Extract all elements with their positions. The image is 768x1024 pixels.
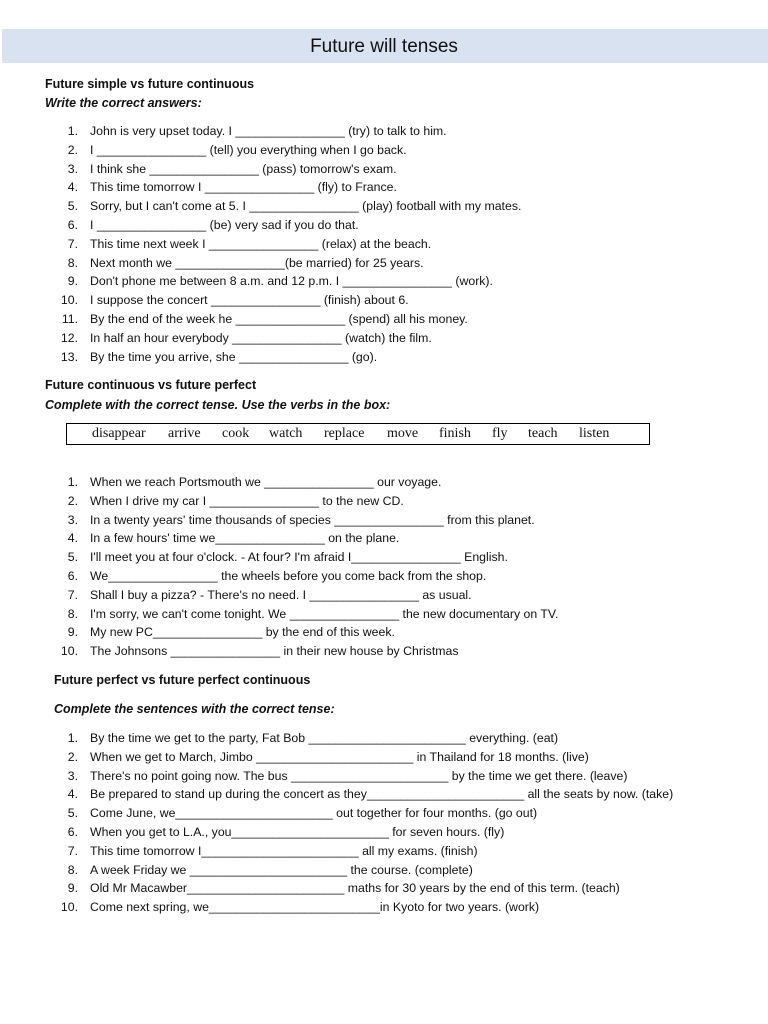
item-text: When we reach Portsmouth we ________________ our voyage. — [90, 475, 442, 489]
item-text: This time tomorrow I_______________________ all my exams. (finish) — [90, 843, 478, 858]
verb-listen: listen — [579, 426, 610, 441]
verb-cook: cook — [222, 426, 250, 441]
item-text: I'm sorry, we can't come tonight. We ________________ the new documentary on TV. — [90, 606, 559, 621]
section1-heading: Future simple vs future continuous — [45, 77, 255, 91]
item-number: 7. — [67, 587, 78, 602]
item-number: 9. — [67, 881, 78, 896]
verb-finish: finish — [439, 426, 471, 441]
item-number: 13. — [60, 349, 78, 364]
item-number: 4. — [67, 531, 78, 546]
item-text: I ________________ (be) very sad if you do that. — [90, 217, 359, 232]
item-number: 4. — [67, 787, 78, 802]
verb-move: move — [387, 426, 419, 441]
item-number: 2. — [67, 142, 78, 157]
item-number: 5. — [67, 199, 78, 214]
item-number: 1. — [67, 124, 78, 138]
item-number: 11. — [61, 311, 78, 326]
section3-instruction: Complete the sentences with the correct tense: — [54, 702, 335, 716]
item-number: 6. — [67, 568, 78, 583]
item-text: This time tomorrow I ________________ (fly) to France. — [90, 180, 397, 195]
item-number: 2. — [67, 749, 78, 764]
verb-replace: replace — [324, 426, 365, 441]
section2-heading: Future continuous vs future perfect — [45, 378, 257, 392]
item-text: Next month we ________________(be married) for 25 years. — [90, 255, 424, 270]
verb-box — [66, 423, 650, 445]
item-text: Shall I buy a pizza? - There's no need. I ________________ as usual. — [90, 587, 472, 602]
item-number: 6. — [67, 217, 78, 232]
item-number: 8. — [67, 606, 78, 621]
item-text: A week Friday we _______________________ the course. (complete) — [90, 862, 473, 877]
item-text: My new PC________________ by the end of this week. — [90, 625, 395, 640]
section2-instruction: Complete with the correct tense. Use the verbs in the box: — [45, 398, 391, 412]
item-text: There's no point going now. The bus _______________________ by the time we get there. (leave) — [90, 768, 628, 783]
item-number: 4. — [67, 180, 78, 195]
item-text: When we get to March, Jimbo _______________________ in Thailand for 18 months. (live) — [90, 749, 589, 764]
verb-teach: teach — [528, 426, 558, 441]
item-number: 8. — [67, 255, 78, 270]
item-text: By the end of the week he ________________ (spend) all his money. — [90, 311, 468, 326]
verb-watch: watch — [269, 426, 303, 441]
section3-heading: Future perfect vs future perfect continuous — [54, 673, 311, 687]
item-text: Come next spring, we_________________________in Kyoto for two years. (work) — [90, 900, 540, 915]
item-text: Don't phone me between 8 a.m. and 12 p.m. I ________________ (work). — [90, 274, 493, 289]
item-number: 5. — [67, 550, 78, 565]
item-text: This time next week I ________________ (relax) at the beach. — [90, 236, 432, 251]
item-number: 8. — [67, 862, 78, 877]
item-text: In a twenty years' time thousands of species ________________ from this planet. — [90, 512, 535, 527]
item-number: 9. — [67, 625, 78, 640]
item-number: 9. — [67, 274, 78, 289]
item-text: Old Mr Macawber_______________________ maths for 30 years by the end of this term. (teach) — [90, 881, 620, 896]
item-text: Be prepared to stand up during the concert as they_______________________ all the seats by now. (take) — [90, 787, 674, 802]
item-number: 1. — [67, 731, 78, 745]
item-number: 7. — [67, 236, 78, 251]
item-number: 10. — [60, 293, 78, 308]
item-number: 10. — [60, 644, 78, 659]
item-text: John is very upset today. I ________________ (try) to talk to him. — [90, 124, 447, 138]
page-title: Future will tenses — [310, 36, 458, 57]
item-text: The Johnsons ________________ in their new house by Christmas — [90, 644, 459, 659]
item-text: In a few hours' time we________________ on the plane. — [90, 531, 400, 546]
item-number: 6. — [67, 824, 78, 839]
item-text: When I drive my car I ________________ to the new CD. — [90, 493, 404, 508]
item-text: By the time you arrive, she ________________ (go). — [90, 349, 378, 364]
item-text: Come June, we_______________________ out together for four months. (go out) — [90, 806, 538, 821]
section1-instruction: Write the correct answers: — [45, 96, 202, 110]
verb-disappear: disappear — [92, 426, 146, 441]
item-number: 1. — [67, 475, 78, 489]
verb-fly: fly — [492, 426, 508, 441]
item-text: I ________________ (tell) you everything when I go back. — [90, 142, 407, 157]
item-text: Sorry, but I can't come at 5. I ________________ (play) football with my mates. — [90, 199, 522, 214]
item-number: 2. — [67, 493, 78, 508]
item-text: I'll meet you at four o'clock. - At four? I'm afraid I________________ English. — [90, 550, 508, 565]
item-text: When you get to L.A., you_______________________ for seven hours. (fly) — [90, 824, 505, 839]
item-number: 7. — [67, 843, 78, 858]
verb-arrive: arrive — [168, 426, 201, 441]
item-text: In half an hour everybody ________________ (watch) the film. — [90, 330, 432, 345]
item-number: 3. — [67, 161, 78, 176]
item-number: 3. — [67, 512, 78, 527]
item-number: 10. — [60, 900, 78, 915]
item-text: I suppose the concert ________________ (finish) about 6. — [90, 293, 409, 308]
item-text: We________________ the wheels before you come back from the shop. — [90, 568, 487, 583]
item-text: I think she ________________ (pass) tomorrow's exam. — [90, 161, 397, 176]
item-number: 12. — [60, 330, 78, 345]
item-text: By the time we get to the party, Fat Bob _______________________ everything. (eat) — [90, 731, 559, 745]
item-number: 3. — [67, 768, 78, 783]
item-number: 5. — [67, 806, 78, 821]
